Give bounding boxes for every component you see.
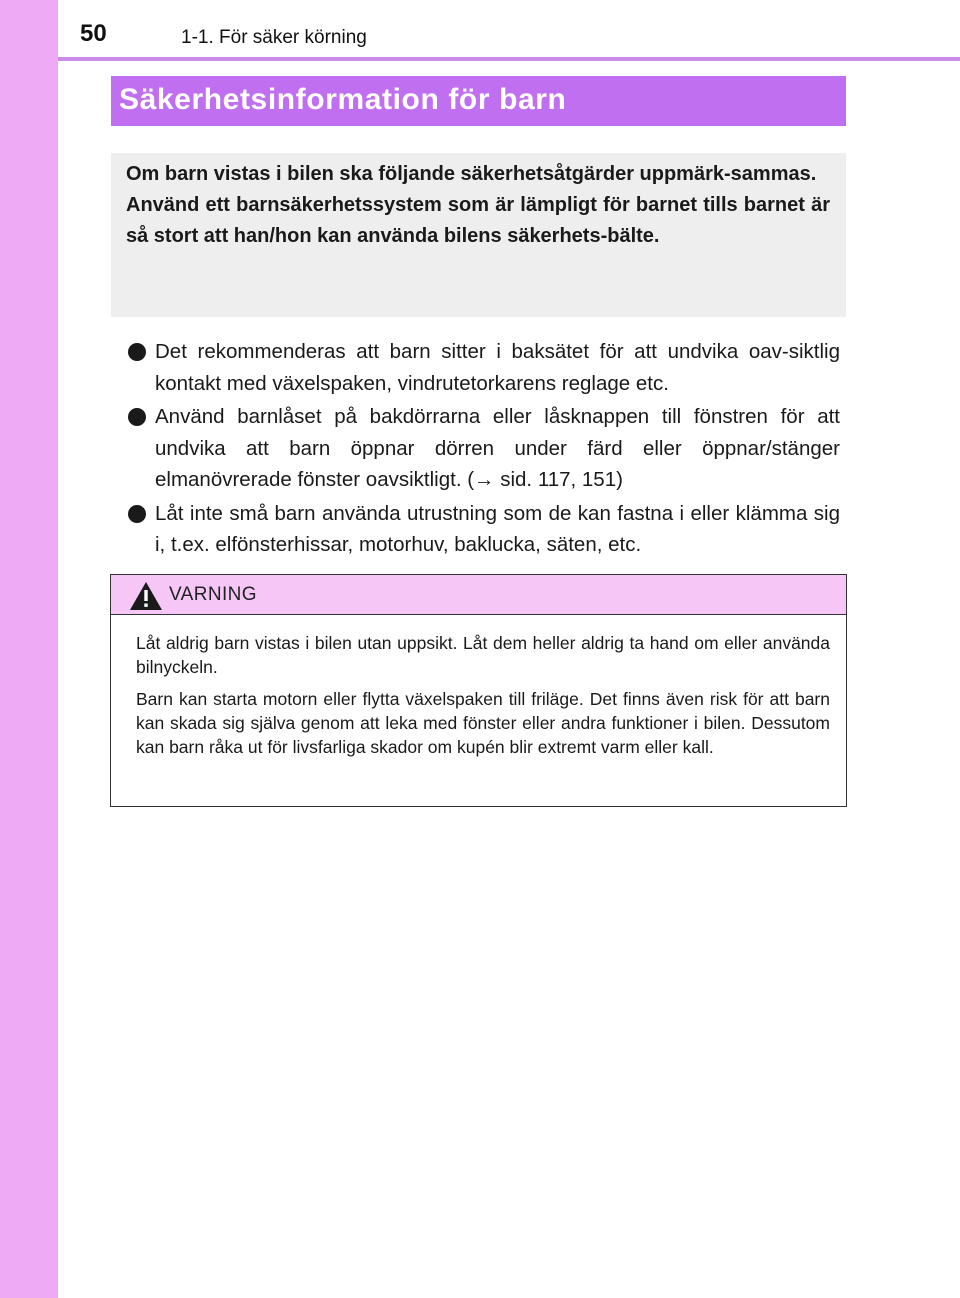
warning-body <box>111 615 846 759</box>
chapter-label: 1-1. För säker körning <box>181 27 367 48</box>
header-rule <box>58 57 960 61</box>
warning-paragraph: Låt aldrig barn vistas i bilen utan uppsikt. Låt dem heller aldrig ta hand om eller använda bilnyckeln. <box>136 633 830 677</box>
bullet-dot-icon <box>128 343 146 361</box>
page-number: 50 <box>80 20 107 47</box>
bullet-item <box>125 498 840 561</box>
warning-title: VARNING <box>169 584 257 605</box>
bullet-item <box>125 401 840 496</box>
side-tab-bar <box>0 0 58 1298</box>
warning-header <box>111 575 846 615</box>
section-title-bar <box>111 76 846 126</box>
intro-paragraph: Om barn vistas i bilen ska följande säkerhetsåtgärder uppmärk-sammas. <box>126 163 817 185</box>
section-title: Säkerhetsinformation för barn <box>119 83 567 116</box>
bullet-list <box>125 336 840 563</box>
bullet-text: Låt inte små barn använda utrustning som de kan fastna i eller klämma sig i, t.ex. elfönsterhissar, motorhuv, baklucka, säten, etc. <box>155 501 840 556</box>
bullet-dot-icon <box>128 408 146 426</box>
warning-paragraph: Barn kan starta motorn eller flytta växelspaken till friläge. Det finns även risk för att barn kan skada sig själva genom att leka med fönster eller andra funktioner i bilen. Dessutom kan barn råka ut för livsfarliga skador om kupén blir extremt varm eller kall. <box>136 689 830 757</box>
bullet-text: Använd barnlåset på bakdörrarna eller låsknappen till fönstren för att undvika att barn öppnar dörren under färd eller öppnar/stänger elmanövrerade fönster oavsiktligt. (→ sid. 117, 151) <box>155 405 840 491</box>
bullet-item <box>125 336 840 399</box>
bullet-dot-icon <box>128 505 146 523</box>
bullet-text: Det rekommenderas att barn sitter i baksätet för att undvika oav-siktlig kontakt med växelspaken, vindrutetorkarens reglage etc. <box>155 340 840 395</box>
warning-box <box>110 574 847 807</box>
warning-triangle-icon <box>129 581 163 611</box>
intro-paragraph: Använd ett barnsäkerhetssystem som är lämpligt för barnet tills barnet är så stort att han/hon kan använda bilens säkerhets-bälte. <box>126 194 830 247</box>
intro-box <box>111 153 846 317</box>
